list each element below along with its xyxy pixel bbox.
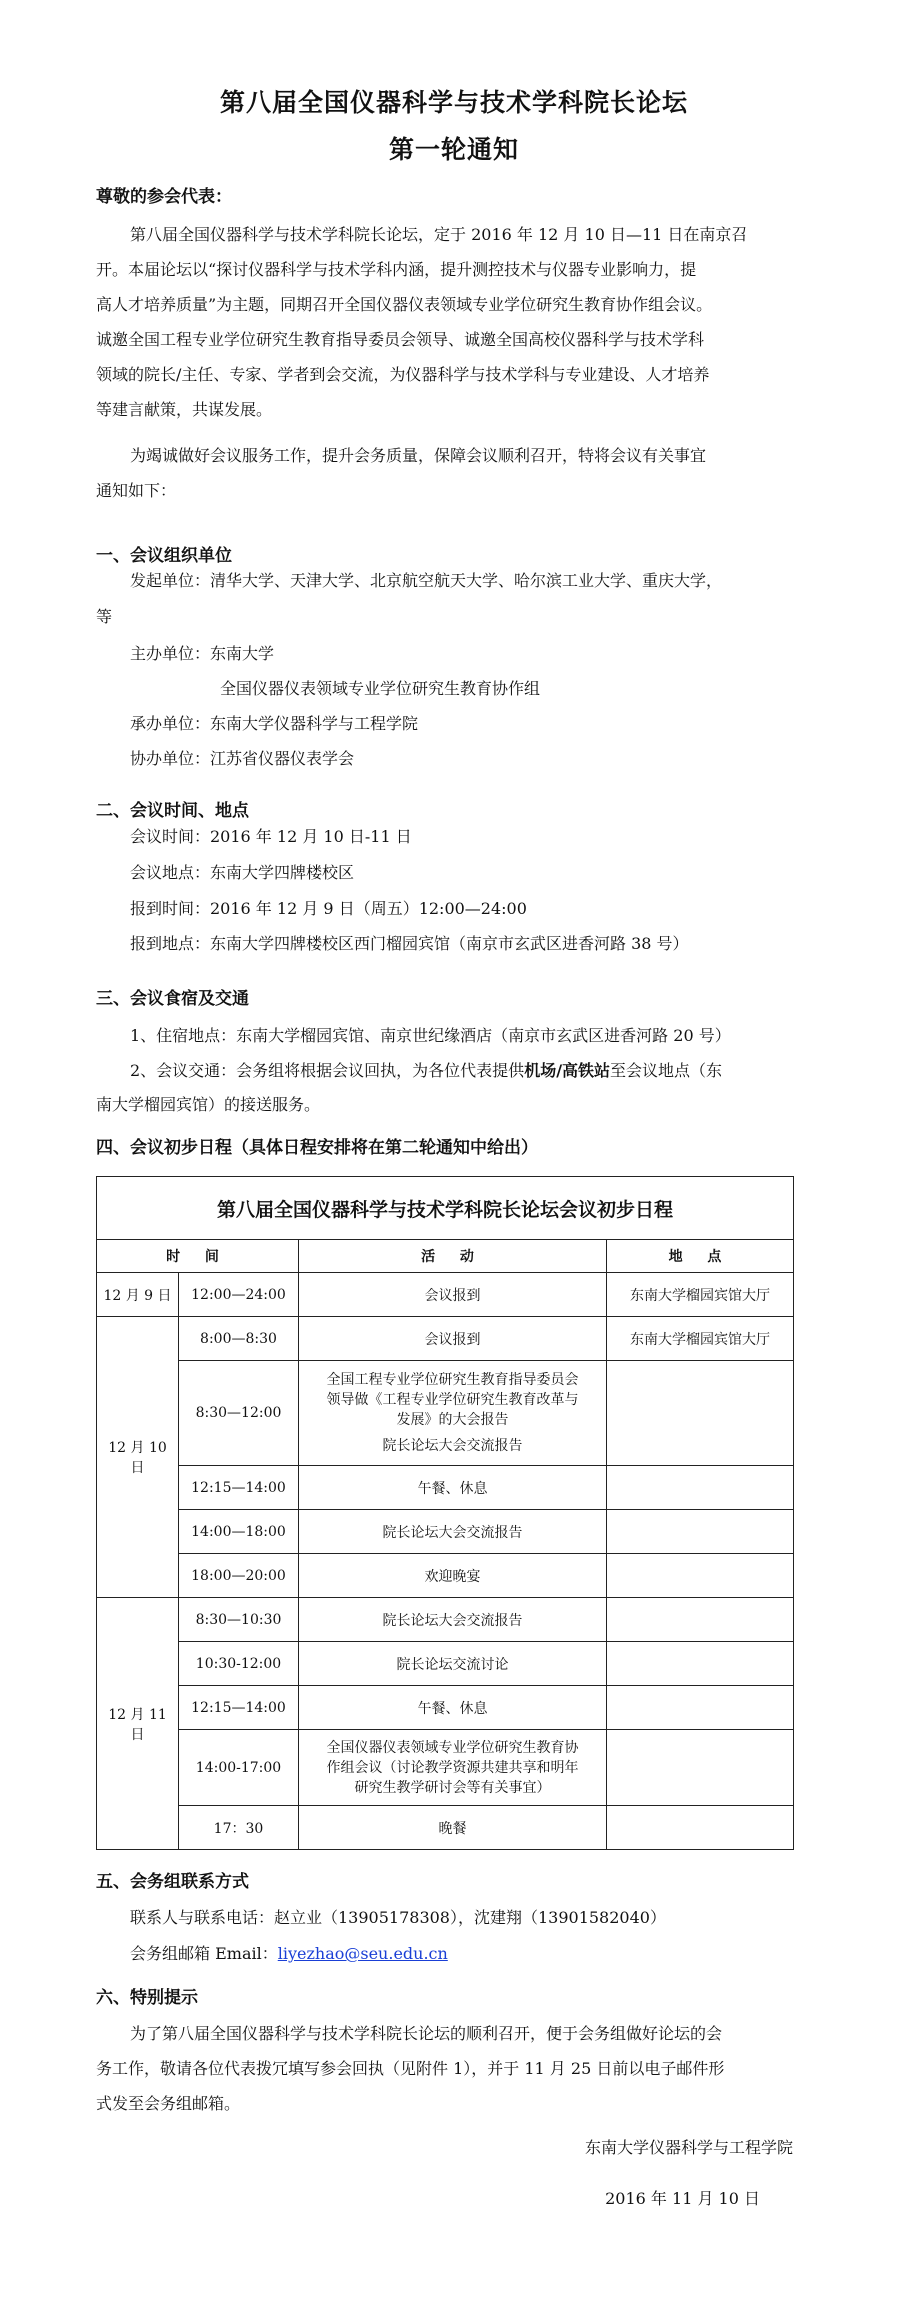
table-row — [97, 1730, 794, 1806]
col-header-time: 时 间 — [97, 1240, 299, 1273]
place-cell — [607, 1806, 794, 1850]
registration-time: 报到时间：2016 年 12 月 9 日（周五）12:00—24:00 — [130, 899, 527, 918]
activity-cell: 院长论坛大会交流报告 — [299, 1598, 607, 1642]
time-cell: 18:00—20:00 — [179, 1554, 299, 1598]
place-cell — [607, 1598, 794, 1642]
activity-line: 院长论坛大会交流报告 — [382, 1438, 523, 1454]
activity-cell: 午餐、休息 — [299, 1466, 607, 1510]
signature-date: 2016 年 11 月 10 日 — [605, 2189, 760, 2208]
table-row — [97, 1554, 794, 1598]
time-cell: 14:00-17:00 — [179, 1730, 299, 1806]
time-cell: 8:00—8:30 — [179, 1317, 299, 1361]
activity-line: 领导做《工程专业学位研究生教育改革与 — [326, 1392, 579, 1408]
email-label: 会务组邮箱 Email： — [130, 1944, 278, 1963]
place-cell — [607, 1642, 794, 1686]
host-line-1: 主办单位：东南大学 — [130, 644, 275, 663]
activity-cell: 会议报到 — [299, 1273, 607, 1317]
intro-line-2: 开。本届论坛以“探讨仪器科学与技术学科内涵，提升测控技术与仪器专业影响力，提 — [96, 260, 697, 279]
lodging-item: 1、住宿地点：东南大学榴园宾馆、南京世纪缘酒店（南京市玄武区进香河路 20 号） — [130, 1026, 731, 1045]
section-4-heading: 四、会议初步日程（具体日程安排将在第二轮通知中给出） — [96, 1138, 538, 1158]
place-cell — [607, 1510, 794, 1554]
activity-line: 研究生教学研讨会等有关事宜） — [354, 1779, 551, 1796]
transport-text-b: 至会议地点（东 — [610, 1061, 723, 1080]
intro-line-6: 等建言献策，共谋发展。 — [96, 400, 273, 419]
activity-cell: 会议报到 — [299, 1317, 607, 1361]
activity-line: 作组会议（讨论教学资源共建共享和明年 — [326, 1759, 579, 1776]
place-cell: 东南大学榴园宾馆大厅 — [607, 1273, 794, 1317]
sponsor-continued: 等 — [96, 607, 113, 626]
intro2-line-1: 为竭诚做好会议服务工作，提升会务质量，保障会议顺利召开，特将会议有关事宜 — [130, 446, 707, 465]
salutation: 尊敬的参会代表： — [96, 187, 232, 207]
schedule-header-row — [97, 1240, 794, 1273]
signature: 东南大学仪器科学与工程学院 — [584, 2138, 793, 2157]
meeting-time: 会议时间：2016 年 12 月 10 日-11 日 — [130, 827, 412, 846]
email-line — [130, 1941, 448, 1964]
co-organizer-line: 协办单位：江苏省仪器仪表学会 — [130, 749, 355, 768]
email-link[interactable]: liyezhao@seu.edu.cn — [277, 1944, 448, 1963]
date-cell: 12 月 11 日 — [97, 1598, 179, 1850]
page-title: 第八届全国仪器科学与技术学科院长论坛 — [219, 88, 688, 117]
schedule-table — [96, 1176, 794, 1850]
table-row — [97, 1598, 794, 1642]
place-cell — [607, 1466, 794, 1510]
notice-line-2: 务工作，敬请各位代表拨冗填写参会回执（见附件 1），并于 11 月 25 日前以电子邮件形 — [96, 2059, 725, 2078]
activity-line: 发展》的大会报告 — [396, 1412, 509, 1428]
table-row — [97, 1466, 794, 1510]
intro-line-4: 诚邀全国工程专业学位研究生教育指导委员会领导、诚邀全国高校仪器科学与技术学科 — [96, 330, 705, 349]
table-row — [97, 1806, 794, 1850]
table-row — [97, 1361, 794, 1466]
page-subtitle: 第一轮通知 — [388, 135, 519, 164]
time-cell: 14:00—18:00 — [179, 1510, 299, 1554]
date-cell: 12 月 9 日 — [97, 1273, 179, 1317]
table-row — [97, 1510, 794, 1554]
activity-line: 全国工程专业学位研究生教育指导委员会 — [326, 1372, 579, 1388]
section-6-heading: 六、特别提示 — [96, 1988, 198, 2008]
section-1-heading: 一、会议组织单位 — [96, 546, 232, 566]
activity-line: 全国仪器仪表领域专业学位研究生教育协 — [326, 1739, 579, 1756]
activity-cell: 欢迎晚宴 — [299, 1554, 607, 1598]
time-cell: 12:00—24:00 — [179, 1273, 299, 1317]
time-cell: 8:30—10:30 — [179, 1598, 299, 1642]
meeting-place: 会议地点：东南大学四牌楼校区 — [130, 863, 355, 882]
activity-cell — [299, 1730, 607, 1806]
section-5-heading: 五、会务组联系方式 — [96, 1872, 249, 1892]
notice-line-3: 式发至会务组邮箱。 — [96, 2094, 241, 2113]
activity-cell — [299, 1361, 607, 1466]
table-row — [97, 1317, 794, 1361]
registration-place: 报到地点：东南大学四牌楼校区西门榴园宾馆（南京市玄武区进香河路 38 号） — [130, 934, 689, 953]
section-2-heading: 二、会议时间、地点 — [96, 801, 249, 821]
organizer-line: 承办单位：东南大学仪器科学与工程学院 — [130, 714, 419, 733]
intro2-line-2: 通知如下： — [96, 481, 177, 500]
activity-cell: 院长论坛交流讨论 — [299, 1642, 607, 1686]
activity-cell: 晚餐 — [299, 1806, 607, 1850]
activity-cell: 院长论坛大会交流报告 — [299, 1510, 607, 1554]
activity-cell: 午餐、休息 — [299, 1686, 607, 1730]
time-cell: 12:15—14:00 — [179, 1686, 299, 1730]
section-3-heading: 三、会议食宿及交通 — [96, 989, 249, 1009]
transport-item-cont: 南大学榴园宾馆）的接送服务。 — [96, 1095, 321, 1114]
place-cell — [607, 1730, 794, 1806]
host-line-2: 全国仪器仪表领域专业学位研究生教育协作组 — [220, 679, 541, 698]
date-cell: 12 月 10 日 — [97, 1317, 179, 1598]
intro-line-1: 第八届全国仪器科学与技术学科院长论坛，定于 2016 年 12 月 10 日—11 日在南京召 — [130, 225, 748, 244]
time-cell: 17：30 — [179, 1806, 299, 1850]
transport-text-a: 2、会议交通：会务组将根据会议回执，为各位代表提供 — [130, 1061, 525, 1080]
schedule-caption: 第八届全国仪器科学与技术学科院长论坛会议初步日程 — [97, 1177, 794, 1240]
place-cell — [607, 1554, 794, 1598]
sponsor-line: 发起单位：清华大学、天津大学、北京航空航天大学、哈尔滨工业大学、重庆大学， — [130, 571, 723, 590]
intro-line-5: 领域的院长/主任、专家、学者到会交流，为仪器科学与技术学科与专业建设、人才培养 — [96, 365, 710, 384]
table-row — [97, 1686, 794, 1730]
place-cell: 东南大学榴园宾馆大厅 — [607, 1317, 794, 1361]
transport-highlight: 机场/高铁站 — [524, 1061, 611, 1080]
intro-line-3: 高人才培养质量”为主题，同期召开全国仪器仪表领域专业学位研究生教育协作组会议。 — [96, 295, 713, 314]
table-row — [97, 1642, 794, 1686]
place-cell — [607, 1686, 794, 1730]
table-row — [97, 1273, 794, 1317]
time-cell: 12:15—14:00 — [179, 1466, 299, 1510]
place-cell — [607, 1361, 794, 1466]
time-cell: 8:30—12:00 — [179, 1361, 299, 1466]
col-header-place: 地 点 — [607, 1240, 794, 1273]
transport-item — [130, 1058, 722, 1081]
col-header-activity: 活 动 — [299, 1240, 607, 1273]
contact-line: 联系人与联系电话：赵立业（13905178308），沈建翔（13901582040） — [130, 1908, 666, 1927]
notice-line-1: 为了第八届全国仪器科学与技术学科院长论坛的顺利召开，便于会务组做好论坛的会 — [130, 2024, 723, 2043]
schedule-caption-row — [97, 1177, 794, 1240]
time-cell: 10:30-12:00 — [179, 1642, 299, 1686]
